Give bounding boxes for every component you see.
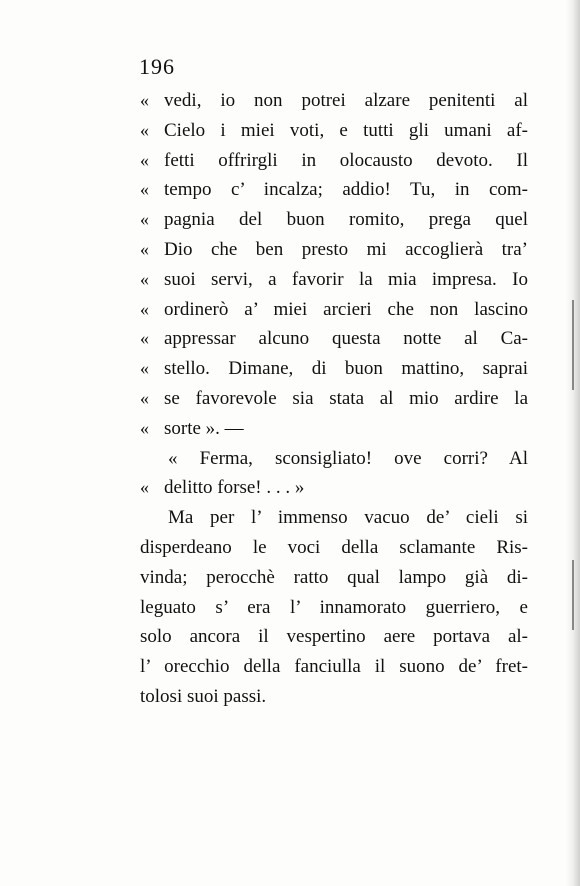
guillemet-mark: «: [140, 328, 149, 349]
text-line: [0, 652, 580, 682]
line-text: stello. Dimane, di buon mattino, saprai: [164, 358, 528, 380]
line-text: Ma per l’ immenso vacuo de’ cieli si: [168, 507, 528, 529]
text-line: [0, 265, 580, 295]
text-line: [0, 354, 580, 384]
line-text: Cielo i miei voti, e tutti gli umani af-: [164, 119, 528, 141]
line-text: disperdeano le voci della sclamante Ris-: [140, 536, 528, 558]
line-text: Dio che ben presto mi accoglierà tra’: [164, 238, 528, 260]
line-text: sorte ». —: [164, 417, 244, 439]
guillemet-mark: «: [140, 149, 149, 170]
guillemet-mark: «: [140, 209, 149, 230]
page-number: 196: [139, 54, 175, 79]
text-line: [0, 146, 580, 176]
guillemet-mark: «: [140, 90, 149, 110]
text-line: [0, 384, 580, 414]
line-text: appressar alcuno questa notte al Ca-: [164, 328, 528, 350]
guillemet-mark: «: [140, 477, 149, 498]
guillemet-mark: «: [140, 417, 149, 438]
line-text: solo ancora il vespertino aere portava al-: [140, 626, 528, 648]
text-line: [0, 473, 580, 503]
line-text: leguato s’ era l’ innamorato guerriero, e: [140, 596, 528, 618]
text-line: [0, 414, 580, 444]
text-line: [0, 116, 580, 146]
line-text: fetti offrirgli in olocausto devoto. Il: [164, 149, 528, 171]
guillemet-mark: «: [140, 179, 149, 200]
guillemet-mark: «: [140, 358, 149, 379]
text-line: [0, 444, 580, 474]
text-line: [0, 324, 580, 354]
text-body: [0, 86, 580, 712]
line-text: l’ orecchio della fanciulla il suono de’ fret-: [140, 656, 528, 678]
line-text: « Ferma, sconsigliato! ove corri? Al: [168, 447, 528, 469]
text-line: [0, 503, 580, 533]
guillemet-mark: «: [140, 387, 149, 408]
text-line: [0, 175, 580, 205]
line-text: se favorevole sia stata al mio ardire la: [164, 387, 528, 409]
guillemet-mark: «: [140, 268, 149, 289]
guillemet-mark: «: [140, 298, 149, 319]
text-line: [0, 593, 580, 623]
line-text: ordinerò a’ miei arcieri che non lascino: [164, 298, 528, 320]
line-text: tempo c’ incalza; addio! Tu, in com-: [164, 179, 528, 201]
text-line: [0, 533, 580, 563]
line-text: tolosi suoi passi.: [140, 685, 267, 707]
text-line: [0, 295, 580, 325]
line-text: delitto forse! . . . »: [164, 477, 305, 499]
line-text: vedi, io non potrei alzare penitenti al: [164, 90, 528, 111]
text-line: [0, 86, 580, 116]
guillemet-mark: «: [140, 238, 149, 259]
text-line: [0, 682, 580, 712]
text-line: [0, 563, 580, 593]
line-text: pagnia del buon romito, prega quel: [164, 209, 528, 231]
line-text: vinda; perocchè ratto qual lampo già di-: [140, 566, 528, 588]
text-line: [0, 235, 580, 265]
line-text: suoi servi, a favorir la mia impresa. Io: [164, 268, 528, 290]
text-line: [0, 622, 580, 652]
guillemet-mark: «: [140, 119, 149, 140]
text-line: [0, 205, 580, 235]
